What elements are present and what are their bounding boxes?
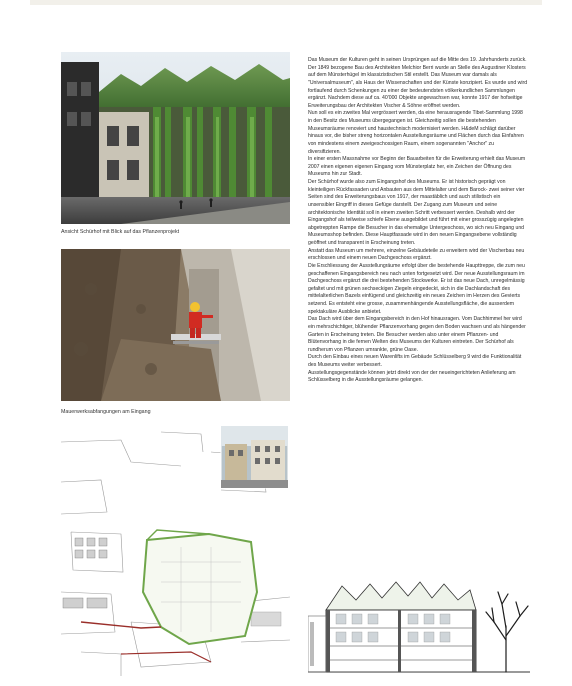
article-body: [308, 57, 528, 385]
facade-photo: [61, 52, 290, 224]
building-section: [308, 576, 530, 680]
paragraph-goods-lift: Durch den Einbau eines neuen Warenlifts im Gebäude Schlüsselberg 9 wird die Funktionalität des Museums weiter verbessert.: [308, 354, 522, 368]
paragraph-circulation: Die Erschliessung der Ausstellungräume erfolgt über die bestehende Haupttreppe, die zum neu geschaffenen Eingangsbereich neu nach unten fortgesetzt wird. Der neue Ausstellungsraum im Dachgeschoss ergänzt die drei bestehenden Stockwerke. Er ist das neue Dach, unregelmässig gefaltet und mit grünen sechseckigen Ziegeln eingedeckt, sich in die Dachlandschaft des mittelalterlichen Bazels einfügend und gleichzeitig ein neues Zeichen im Herzen des Gevierts setzend. Es entsteht eine grosse, zusammenhängende Ausstellungsfläche, die ausserdem spektakuläre Ausblicke anbietet.: [308, 262, 525, 315]
facade-caption: Ansicht Schürhof mit Blick auf das Pflanzenprojekt: [61, 229, 180, 235]
excavation-photo: [61, 249, 290, 401]
paragraph-schuerhof: Der Schürhof wurde also zum Eingangshof des Museums. Er ist historisch geprägt von kleinteiligen Rückfassaden und Anbauten aus dem Mittelalter und dem Barock- zwei seiner vier Seiten sind des Erweiterungsbaus von 1917, der maastäblich und auch stilistisch ein unsensibler Eingriff in dieses Gefüge darstellt. Der Zugang zum Museum und seine architektonische Identität soll in einem zweiten Schritt verbessert werden. Deshalb wird der Eingangshof als teilweise schiefe Ebene ausgebildet und führt mit einer grosszügig angelegten abgetreppten Rampe die Besucher in das ehemalige Untergeschoss, wo sich neu Eingang und Museumsshop befinden. Diese Hauptfassade wird in den neuen Eingangsebene vollständig geöffnet und transparent in Erscheinung treten.: [308, 179, 525, 246]
top-strip: [30, 0, 542, 5]
paragraph-plant-curtain: Das Dach wird über dem Eingangsbereich in den Hof hinausragen. Vom Dachhimmel her wird ein mehrschichtiger, blühender Pflanzenvorhang gegen den Boden wachsen und als hängender Garten in Erscheinung treten. Die Besucher werden also unter einem Pflanzen- und Blütenvorhang in die fernen Welten des Museums der Kulturen eintreten. Der Schürhof als rundherum von Pflanzen umrankte, grüne Oase.: [308, 316, 526, 353]
excavation-caption: Mauerwerksabfangungen am Eingang: [61, 409, 151, 415]
paragraph-roof-extension: Anstatt das Museum um mehrere, einzelne Gebäudeteile zu erweitern wird der Vischerbau neu erschlossen und einem neuen Dachgeschoss ergänzt.: [308, 247, 525, 262]
paragraph-entrance: In einer ersten Massnahme vor Beginn der Bauarbeiten für die Erweiterung erhielt das Museum 2007 einen eigenen eigenen Eingang vom Münsterplatz her, ein Zeichen der Öffnung des Museums hin zur Stadt.: [308, 156, 526, 178]
site-plan: [61, 422, 290, 676]
paragraph-expansion: Nun soll es ein zweites Mal vergrössert werden, da eine herausragende Tibet-Sammlung 1998 in den Besitz des Museums übergegangen ist. Gleichzeitig sollen die bestehenden Museumsräume renoviert und haustechnisch modernisiert werden. H&deM schlägt darüber hinaus vor, die bisher streng horizontalen Ausstellungsräume und Flächen durch das Einfahren von mindestens einem zweigeschossigen Raum, einem sogenannten "Anchor" zu diversifizieren.: [308, 110, 524, 155]
paragraph-history: Das Museum der Kulturen geht in seinen Ursprüngen auf die Mitte des 19. Jahrhunderts zurück. Der 1849 bezogene Bau des Architekten Melchior Berri wurde an Stelle des Augustiner Klosters auf dem Münsterhügel im klassizistischen Stil erstellt. Das Museum war damals als "Universalmuseum", als Haus der Wissenschaften und der Künste konzipiert. Es wurde und wird fortlaufend durch Schenkungen zu einer der bedeutendsten völkerkundlichen Sammlungen ergänzt. Nachdem diese auf ca. 40'000 Objekte angewachsen war, konnte 1917 der hofseitige Erweiterungsbau der Architekten Vischer & Söhne eröffnet werden.: [308, 57, 528, 109]
paragraph-delivery: Ausstellungsgegenstände können jetzt direkt von der der neueingerichteten Anlieferung am Schlüsselberg in die Ausstellungsräume gelangen.: [308, 369, 516, 384]
